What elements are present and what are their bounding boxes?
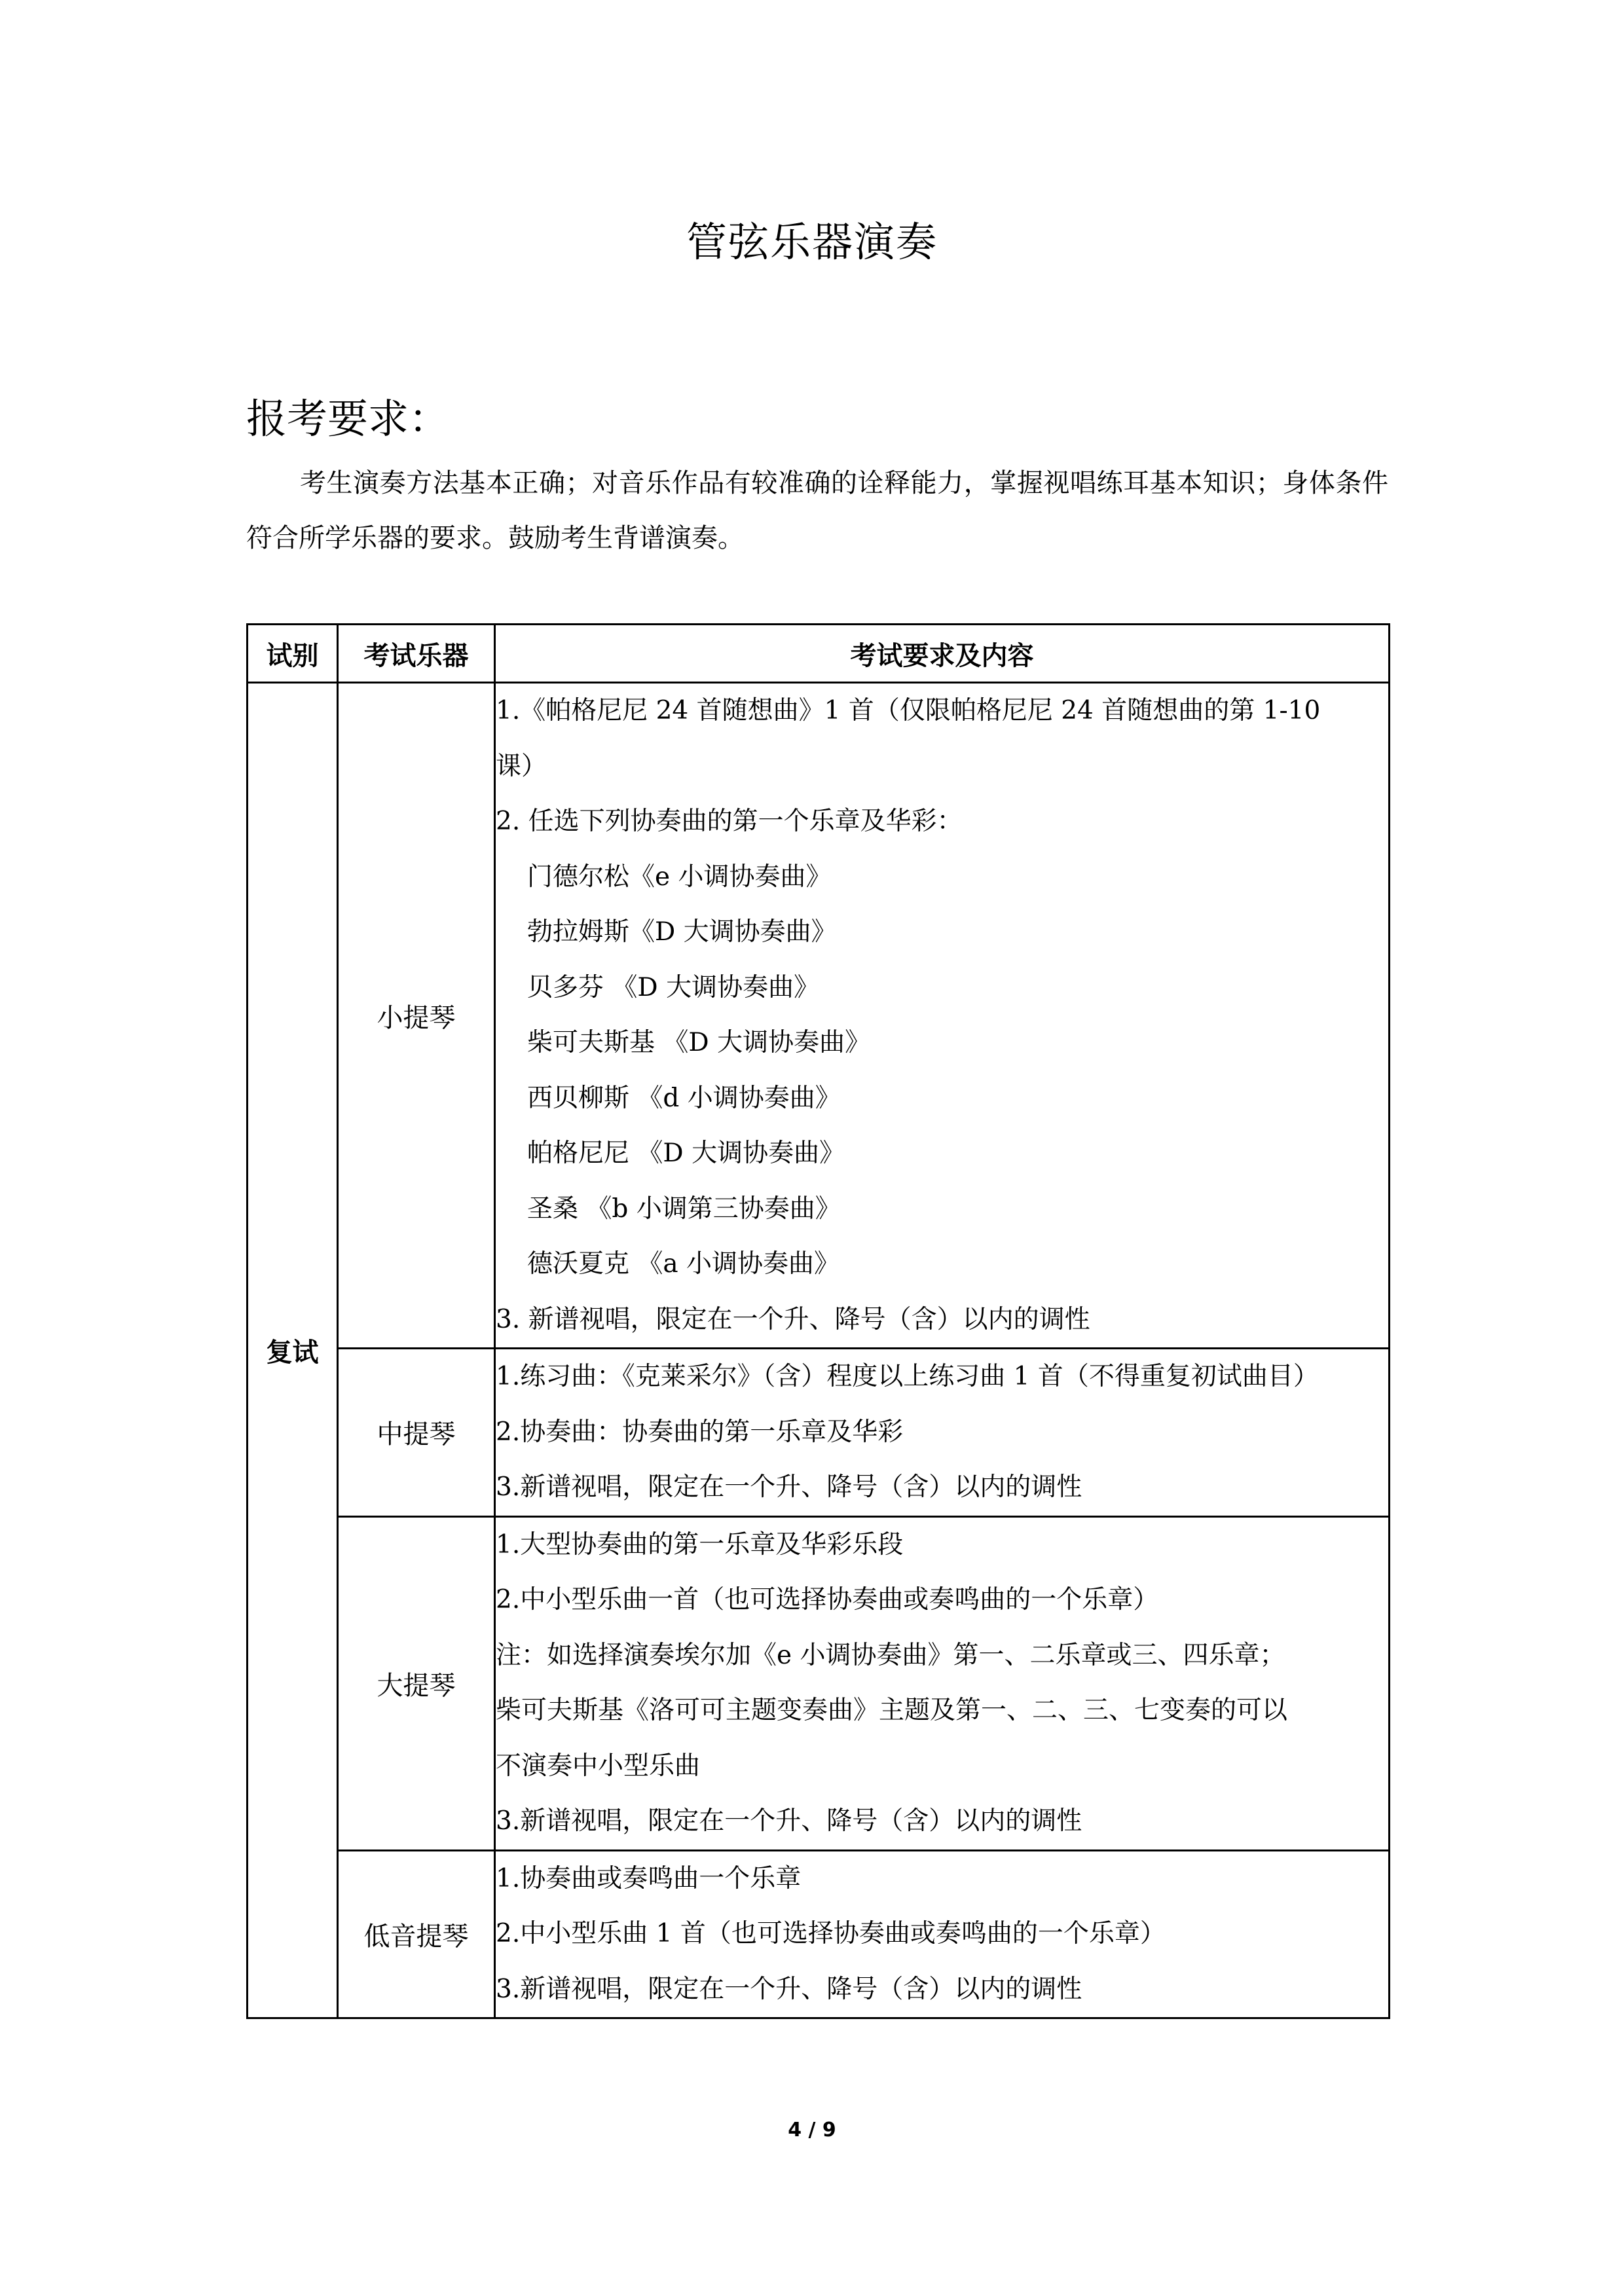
- content-line: 课）: [496, 751, 547, 781]
- header-round: 试别: [248, 625, 338, 683]
- instrument-viola: 中提琴: [338, 1349, 495, 1517]
- instrument-double-bass: 低音提琴: [338, 1850, 495, 2018]
- table-row-viola: [248, 1349, 1390, 1517]
- content-line: 西贝柳斯 《d 小调协奏曲》: [527, 1083, 841, 1113]
- instrument-cello: 大提琴: [338, 1516, 495, 1850]
- content-line: 勃拉姆斯《D 大调协奏曲》: [527, 917, 837, 947]
- header-content: 考试要求及内容: [495, 625, 1390, 683]
- exam-table: [246, 623, 1390, 2019]
- header-instrument: 考试乐器: [338, 625, 495, 683]
- table-row-double-bass: [248, 1850, 1390, 2018]
- table-row-violin: [248, 683, 1390, 1349]
- content-line: 不演奏中小型乐曲: [496, 1751, 701, 1781]
- section-heading: 报考要求：: [246, 395, 450, 443]
- table-row-cello: [248, 1516, 1390, 1850]
- content-line: 3.新谱视唱，限定在一个升、降号（含）以内的调性: [496, 1806, 1082, 1836]
- content-line: 德沃夏克 《a 小调协奏曲》: [527, 1249, 840, 1279]
- table-header-row: [248, 625, 1390, 683]
- content-line: 3.新谱视唱，限定在一个升、降号（含）以内的调性: [496, 1472, 1082, 1502]
- content-line: 1.《帕格尼尼 24 首随想曲》1 首（仅限帕格尼尼 24 首随想曲的第 1-10: [496, 696, 1321, 725]
- content-line: 3.新谱视唱，限定在一个升、降号（含）以内的调性: [496, 1974, 1082, 2004]
- instrument-violin: 小提琴: [338, 683, 495, 1349]
- content-viola: [495, 1349, 1390, 1517]
- content-line: 1.协奏曲或奏鸣曲一个乐章: [496, 1863, 802, 1893]
- content-line: 注：如选择演奏埃尔加《e 小调协奏曲》第一、二乐章或三、四乐章；: [496, 1640, 1285, 1670]
- content-line: 1.大型协奏曲的第一乐章及华彩乐段: [496, 1529, 904, 1559]
- round-cell: 复试: [248, 683, 338, 2018]
- content-line: 柴可夫斯基 《D 大调协奏曲》: [527, 1028, 871, 1057]
- content-line: 柴可夫斯基《洛可可主题变奏曲》主题及第一、二、三、七变奏的可以: [496, 1696, 1288, 1725]
- content-line: 贝多芬 《D 大调协奏曲》: [527, 972, 820, 1002]
- content-line: 3. 新谱视唱，限定在一个升、降号（含）以内的调性: [496, 1304, 1090, 1334]
- content-line: 2.中小型乐曲一首（也可选择协奏曲或奏鸣曲的一个乐章）: [496, 1585, 1159, 1614]
- content-line: 1.练习曲：《克莱采尔》（含）程度以上练习曲 1 首（不得重复初试曲目）: [496, 1362, 1319, 1391]
- content-line: 2.协奏曲：协奏曲的第一乐章及华彩: [496, 1417, 904, 1447]
- content-line: 2.中小型乐曲 1 首（也可选择协奏曲或奏鸣曲的一个乐章）: [496, 1919, 1166, 1948]
- page-number: 4 / 9: [788, 2119, 836, 2141]
- content-violin: [495, 683, 1390, 1349]
- page-title: 管弦乐器演奏: [686, 218, 938, 266]
- content-line: 帕格尼尼 《D 大调协奏曲》: [527, 1139, 845, 1168]
- content-double-bass: [495, 1850, 1390, 2018]
- content-line: 圣桑 《b 小调第三协奏曲》: [527, 1194, 841, 1224]
- content-line: 2. 任选下列协奏曲的第一个乐章及华彩：: [496, 807, 963, 836]
- content-cello: [495, 1516, 1390, 1850]
- intro-paragraph: 考生演奏方法基本正确；对音乐作品有较准确的诠释能力，掌握视唱练耳基本知识；身体条件符合所学乐器的要求。鼓励考生背谱演奏。: [246, 468, 1388, 553]
- content-line: 门德尔松《e 小调协奏曲》: [527, 862, 832, 892]
